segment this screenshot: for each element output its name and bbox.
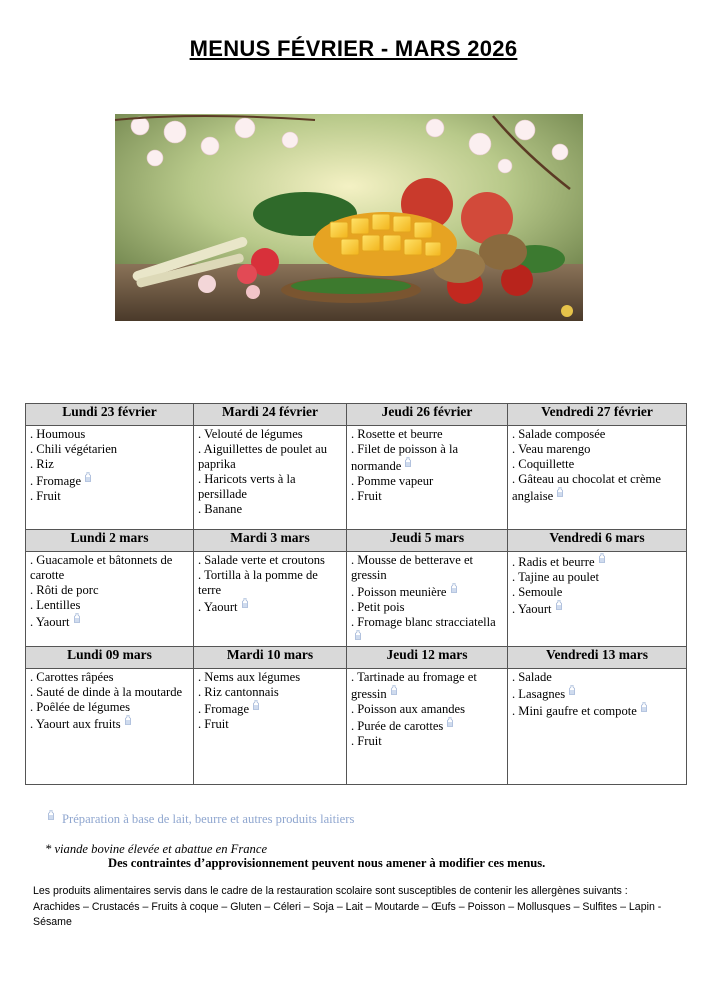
menu-item xyxy=(30,489,191,504)
menu-item xyxy=(30,613,191,630)
menu-item-text: . Tartinade au fromage et gressin xyxy=(351,670,477,701)
menu-item xyxy=(30,427,191,442)
menu-item-text: . Chili végétarien xyxy=(30,442,118,456)
menu-item-text: . Mousse de betterave et gressin xyxy=(351,553,474,582)
menu-item-text: . Tortilla à la pomme de terre xyxy=(198,568,318,597)
day-header: Vendredi 13 mars xyxy=(508,647,687,669)
menu-item xyxy=(30,670,191,685)
menu-item-text: . Filet de poisson à la normande xyxy=(351,442,459,473)
allergens-intro: Les produits alimentaires servis dans le cadre de la restauration scolaire sont susceptibles de contenir les allergènes suivants : xyxy=(33,885,628,897)
menu-item-text: . Riz xyxy=(30,457,54,471)
milk-bottle-icon xyxy=(556,600,562,610)
week-menu-row xyxy=(26,426,687,530)
milk-bottle-icon xyxy=(391,685,397,695)
day-header: Mardi 3 mars xyxy=(194,530,347,552)
day-header: Jeudi 12 mars xyxy=(347,647,508,669)
menu-item xyxy=(512,685,684,702)
day-menu-cell xyxy=(347,669,508,785)
day-header: Vendredi 27 février xyxy=(508,404,687,426)
day-menu-cell xyxy=(508,669,687,785)
menu-item xyxy=(512,472,684,504)
milk-bottle-icon xyxy=(74,613,80,623)
menu-item xyxy=(30,553,191,583)
allergens-list: Arachides – Crustacés – Fruits à coque – Gluten – Céleri – Soja – Lait – Moutarde – Œufs – Poisson – Mollusques – Sulfites – Lapin - Sésame xyxy=(33,900,662,928)
day-menu-cell xyxy=(26,669,194,785)
menu-item xyxy=(198,700,344,717)
day-menu-cell xyxy=(26,552,194,647)
menu-item xyxy=(512,585,684,600)
menu-item xyxy=(30,583,191,598)
menu-item xyxy=(198,598,344,615)
day-header: Lundi 23 février xyxy=(26,404,194,426)
menu-item xyxy=(351,583,505,600)
menu-item-text: . Fromage blanc stracciatella xyxy=(351,615,496,629)
menu-item-text: . Mini gaufre et compote xyxy=(512,704,637,718)
menu-item xyxy=(198,553,344,568)
day-menu-cell xyxy=(194,669,347,785)
menu-item-text: . Fruit xyxy=(198,717,229,731)
legend-text: Préparation à base de lait, beurre et autres produits laitiers xyxy=(62,812,355,826)
menu-item-text: . Sauté de dinde à la moutarde xyxy=(30,685,183,699)
day-header: Lundi 2 mars xyxy=(26,530,194,552)
menu-item xyxy=(351,474,505,489)
menu-item xyxy=(351,489,505,504)
menu-item xyxy=(198,427,344,442)
milk-bottle-icon xyxy=(641,702,647,712)
menu-item-text: . Pomme vapeur xyxy=(351,474,434,488)
menu-item xyxy=(351,427,505,442)
menu-item-text: . Petit pois xyxy=(351,600,405,614)
page-title: MENUS FÉVRIER - MARS 2026 xyxy=(189,36,518,61)
week-header-row xyxy=(26,404,687,426)
menu-item-text: . Radis et beurre xyxy=(512,555,595,569)
menu-item xyxy=(351,670,505,702)
menu-item xyxy=(30,700,191,715)
menu-item xyxy=(351,734,505,749)
menu-item xyxy=(351,600,505,615)
menu-item-text: . Yaourt xyxy=(512,602,552,616)
milk-bottle-icon xyxy=(569,685,575,695)
menu-item xyxy=(512,702,684,719)
menu-item-text: . Salade verte et croutons xyxy=(198,553,325,567)
fruits-vegetables-photo xyxy=(115,114,583,321)
milk-bottle-icon xyxy=(447,717,453,727)
menu-item-text: . Rosette et beurre xyxy=(351,427,443,441)
supply-constraint-note: Des contraintes d’approvisionnement peuvent nous amener à modifier ces menus. xyxy=(108,856,546,870)
menu-item-text: . Aiguillettes de poulet au paprika xyxy=(198,442,328,471)
day-header: Jeudi 26 février xyxy=(347,404,508,426)
menu-item-text: . Salade composée xyxy=(512,427,606,441)
menu-item-text: . Haricots verts à la persillade xyxy=(198,472,296,501)
milk-bottle-icon xyxy=(125,715,131,725)
menu-item-text: . Poisson aux amandes xyxy=(351,702,466,716)
week-menu-row xyxy=(26,669,687,785)
menu-item xyxy=(198,685,344,700)
menu-item-text: . Lentilles xyxy=(30,598,81,612)
menu-item xyxy=(198,502,344,517)
day-menu-cell xyxy=(508,426,687,530)
allergens-info xyxy=(33,884,673,931)
day-menu-cell xyxy=(26,426,194,530)
day-header: Mardi 24 février xyxy=(194,404,347,426)
milk-bottle-icon xyxy=(253,700,259,710)
menu-item-text: . Velouté de légumes xyxy=(198,427,303,441)
day-menu-cell xyxy=(194,426,347,530)
menu-item xyxy=(198,442,344,472)
menu-item xyxy=(351,702,505,717)
menu-item xyxy=(198,670,344,685)
day-menu-cell xyxy=(347,426,508,530)
menu-item xyxy=(198,568,344,598)
week-header-row xyxy=(26,530,687,552)
milk-bottle-icon xyxy=(242,598,248,608)
menu-item xyxy=(512,570,684,585)
milk-bottle-icon xyxy=(85,472,91,482)
menu-item-text: . Fromage xyxy=(198,702,250,716)
menu-item-text: . Rôti de porc xyxy=(30,583,99,597)
menu-item xyxy=(30,685,191,700)
day-menu-cell xyxy=(194,552,347,647)
menu-item-text: . Yaourt xyxy=(30,615,70,629)
menu-item xyxy=(30,457,191,472)
day-header: Vendredi 6 mars xyxy=(508,530,687,552)
milk-bottle-icon xyxy=(48,810,54,820)
menu-item-text: . Veau marengo xyxy=(512,442,591,456)
menu-item-text: . Tajine au poulet xyxy=(512,570,600,584)
day-menu-cell xyxy=(347,552,508,647)
milk-bottle-icon xyxy=(599,553,605,563)
menu-item-text: . Salade xyxy=(512,670,552,684)
menu-item xyxy=(30,442,191,457)
menu-item xyxy=(351,553,505,583)
menu-item-text: . Fruit xyxy=(351,734,382,748)
menu-item xyxy=(30,715,191,732)
menu-item-text: . Carottes râpées xyxy=(30,670,114,684)
menu-item-text: . Lasagnes xyxy=(512,687,566,701)
day-header: Lundi 09 mars xyxy=(26,647,194,669)
legend xyxy=(48,810,354,827)
menu-item-text: . Fromage xyxy=(30,474,82,488)
menu-item-text: . Banane xyxy=(198,502,243,516)
menu-item xyxy=(512,427,684,442)
menu-item xyxy=(351,442,505,474)
menu-item xyxy=(351,717,505,734)
milk-bottle-icon xyxy=(355,630,361,640)
menu-item-text: . Nems aux légumes xyxy=(198,670,301,684)
milk-bottle-icon xyxy=(405,457,411,467)
menu-item-text: . Riz cantonnais xyxy=(198,685,279,699)
menu-item-text: . Yaourt xyxy=(198,600,238,614)
menu-item-text: . Coquillette xyxy=(512,457,575,471)
menu-item xyxy=(198,717,344,732)
menu-item xyxy=(512,600,684,617)
menu-item-text: . Semoule xyxy=(512,585,563,599)
menu-item xyxy=(512,442,684,457)
menu-table xyxy=(25,403,687,785)
menu-item-text: . Guacamole et bâtonnets de carotte xyxy=(30,553,173,582)
menu-item-text: . Fruit xyxy=(351,489,382,503)
beef-origin-note: * viande bovine élevée et abattue en France xyxy=(45,842,268,856)
menu-item-text: . Poisson meunière xyxy=(351,585,447,599)
milk-bottle-icon xyxy=(557,487,563,497)
menu-item-text: . Poêlée de légumes xyxy=(30,700,131,714)
menu-item-text: . Purée de carottes xyxy=(351,719,444,733)
day-header: Mardi 10 mars xyxy=(194,647,347,669)
milk-bottle-icon xyxy=(451,583,457,593)
menu-item-text: . Yaourt aux fruits xyxy=(30,717,121,731)
menu-item-text: . Gâteau au chocolat et crème anglaise xyxy=(512,472,661,503)
menu-item xyxy=(30,598,191,613)
week-header-row xyxy=(26,647,687,669)
menu-item xyxy=(198,472,344,502)
menu-item xyxy=(351,615,505,647)
menu-item xyxy=(512,553,684,570)
menu-item xyxy=(30,472,191,489)
menu-item-text: . Fruit xyxy=(30,489,61,503)
menu-item-text: . Houmous xyxy=(30,427,86,441)
day-header: Jeudi 5 mars xyxy=(347,530,508,552)
week-menu-row xyxy=(26,552,687,647)
menu-item xyxy=(512,670,684,685)
day-menu-cell xyxy=(508,552,687,647)
menu-item xyxy=(512,457,684,472)
